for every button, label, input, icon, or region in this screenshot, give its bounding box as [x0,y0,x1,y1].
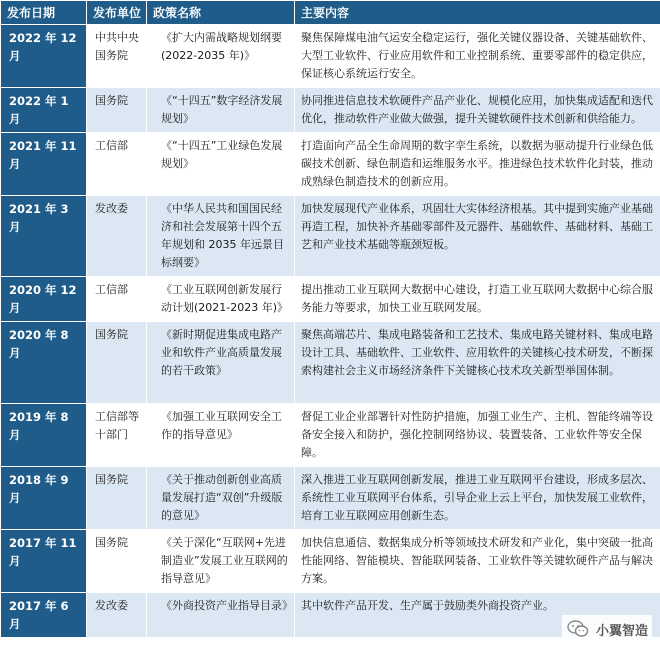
row-policy: 《新时期促进集成电路产业和软件产业高质量发展的若干政策》 [147,322,295,404]
row-date: 2017 年 11 月 [1,530,87,593]
header-policy: 政策名称 [147,1,295,25]
row-date: 2022 年 12 月 [1,25,87,88]
table-row [1,530,660,593]
row-content: 督促工业企业部署针对性防护措施，加强工业生产、主机、智能终端等设备安全接入和防护，强化控制网络协议、装置装备、工业软件等安全保障。 [295,404,660,467]
table-row [1,322,660,404]
watermark [562,615,652,643]
row-policy: 《工业互联网创新发展行动计划(2021-2023 年)》 [147,277,295,322]
table-row [1,88,660,133]
header-content: 主要内容 [295,1,660,25]
row-policy: 《关于推动创新创业高质量发展打造“双创”升级版的意见》 [147,467,295,530]
row-unit: 国务院 [87,467,147,530]
row-date: 2021 年 3 月 [1,196,87,277]
row-content: 协同推进信息技术软硬件产品产业化、规模化应用，加快集成适配和迭代优化，推动软件产业做大做强，提升关键软硬件技术创新和供给能力。 [295,88,660,133]
row-unit: 工信部等 十部门 [87,404,147,467]
row-unit: 发改委 [87,593,147,638]
row-content: 打造面向产品全生命周期的数字孪生系统，以数据为驱动提升行业绿色低碳技术创新、绿色制造和运维服务水平。推进绿色技术软件化封装，推动成熟绿色制造技术的创新应用。 [295,133,660,196]
row-content: 加快信息通信、数据集成分析等领域技术研发和产业化，集中突破一批高性能网络、智能模块、智能联网装备、工业软件等关键软硬件产品与解决方案。 [295,530,660,593]
row-date: 2019 年 8 月 [1,404,87,467]
header-unit: 发布单位 [87,1,147,25]
row-unit: 国务院 [87,530,147,593]
table-row [1,277,660,322]
row-unit: 国务院 [87,322,147,404]
table-row [1,404,660,467]
row-content: 其中软件产品开发、生产属于鼓励类外商投资产业。 [295,593,660,638]
row-content: 深入推进工业互联网创新发展，推进工业互联网平台建设，形成多层次、系统性工业互联网平台体系，引导企业上云上平台，加快发展工业软件，培育工业互联网应用创新生态。 [295,467,660,530]
row-content: 提出推动工业互联网大数据中心建设，打造工业互联网大数据中心综合服务能力等要求，加快工业互联网发展。 [295,277,660,322]
table-row [1,467,660,530]
row-unit: 中共中央 国务院 [87,25,147,88]
header-date: 发布日期 [1,1,87,25]
row-content: 加快发展现代产业体系，巩固壮大实体经济根基。其中提到实施产业基础再造工程，加快补齐基础零部件及元器件、基础软件、基础材料、基础工艺和产业技术基础等瓶颈短板。 [295,196,660,277]
row-date: 2017 年 6 月 [1,593,87,638]
row-policy: 《“十四五”数字经济发展规划》 [147,88,295,133]
table-row [1,133,660,196]
row-unit: 国务院 [87,88,147,133]
row-content: 聚焦高端芯片、集成电路装备和工艺技术、集成电路关键材料、集成电路设计工具、基础软件、工业软件、应用软件的关键核心技术研发，不断探索构建社会主义市场经济条件下关键核心技术攻关新型举国体制。 [295,322,660,404]
row-date: 2020 年 12 月 [1,277,87,322]
row-policy: 《中华人民共和国国民经济和社会发展第十四个五年规划和 2035 年远景目标纲要》 [147,196,295,277]
wechat-logo-icon [566,617,590,641]
row-date: 2021 年 11 月 [1,133,87,196]
row-unit: 发改委 [87,196,147,277]
row-policy: 《扩大内需战略规划纲要(2022-2035 年)》 [147,25,295,88]
row-policy: 《关于深化“互联网+先进制造业”发展工业互联网的指导意见》 [147,530,295,593]
table-row [1,25,660,88]
header-row [1,1,660,25]
row-unit: 工信部 [87,277,147,322]
row-date: 2020 年 8 月 [1,322,87,404]
row-date: 2018 年 9 月 [1,467,87,530]
row-content: 聚焦保障煤电油气运安全稳定运行，强化关键仪器设备、关键基础软件、大型工业软件、行业应用软件和工业控制系统、重要零部件的稳定供应，保证核心系统运行安全。 [295,25,660,88]
row-date: 2022 年 1 月 [1,88,87,133]
row-policy: 《外商投资产业指导目录》 [147,593,295,638]
row-unit: 工信部 [87,133,147,196]
table-row [1,196,660,277]
row-policy: 《“十四五”工业绿色发展规划》 [147,133,295,196]
watermark-text: 小翼智造 [595,623,648,639]
row-policy: 《加强工业互联网安全工作的指导意见》 [147,404,295,467]
